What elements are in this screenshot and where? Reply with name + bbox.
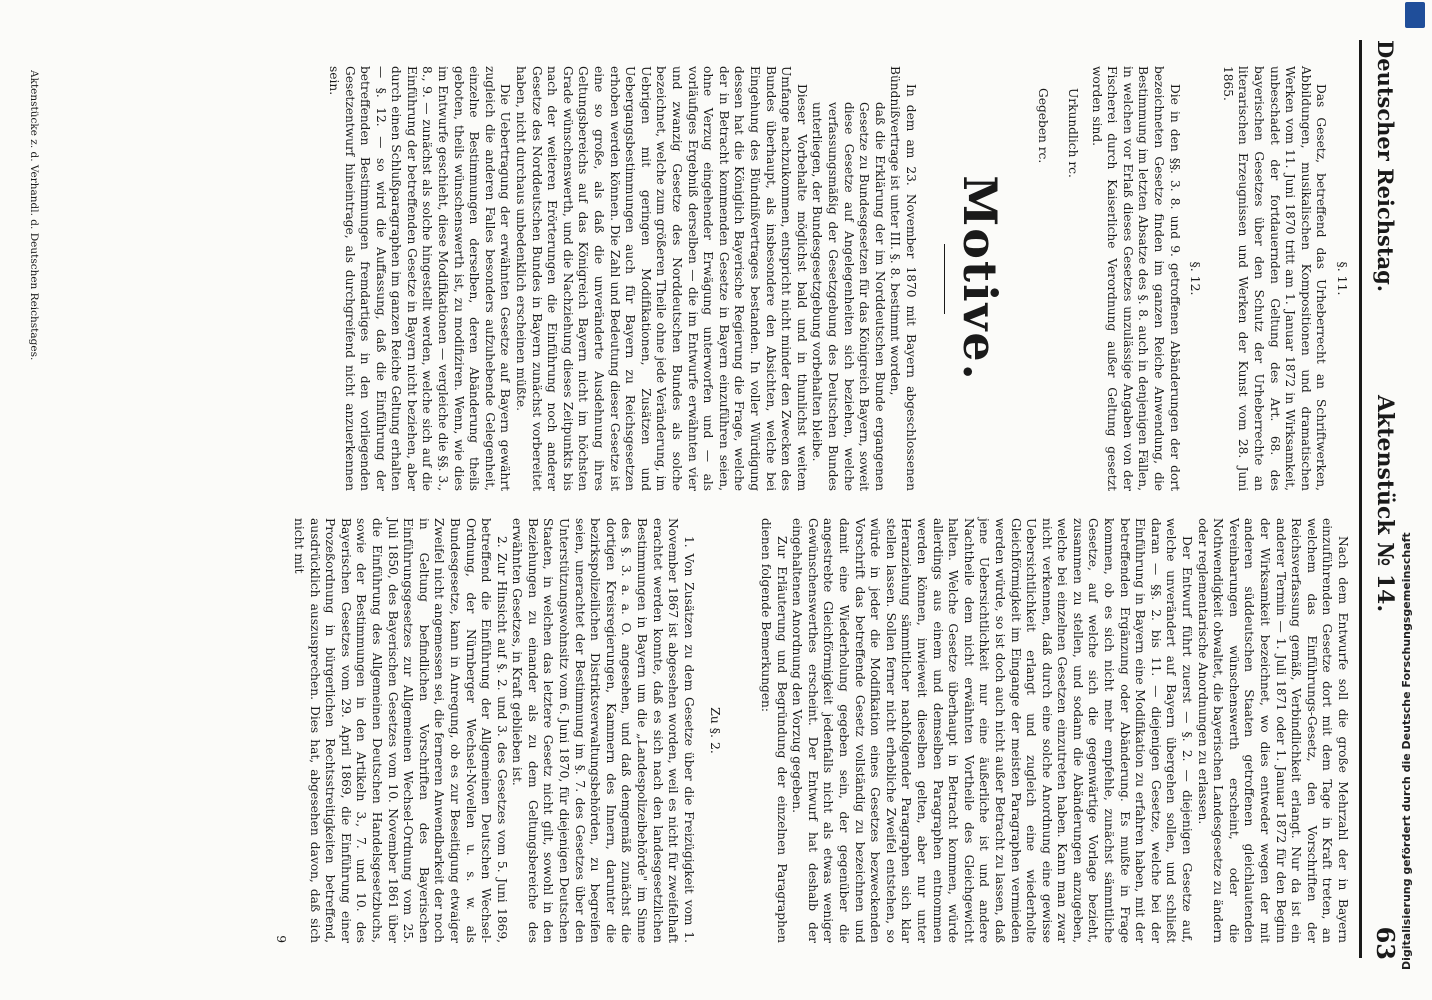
catchword: 9	[274, 935, 289, 943]
header-publication: Deutscher Reichstag.	[1373, 40, 1398, 293]
header-document-number: Aktenstück № 14.	[1372, 395, 1398, 613]
motive-paragraph-4: Die Uebertragung der erwähnten Gesetze auf Bayern gewährt zugleich die anderen Falles besonders aufzuhebende Gelegenheit, einzelne Bestimmungen derselben, deren Abänderung theils geboten, theils wünschenswerth ist, zu modifiziren. Wenn, wie dies im Entwurfe geschieht, diese Modifikationen — vergleiche die §§. 3., 8., 9. — zunächst als solche hingestellt werden, welche sich auf die Einführung der betreffenden Gesetze in Bayern nicht beziehen, aber durch einen Schlußparagraphen im ganzen Reiche Geltung erhalten — §. 12. — so wird die Auffassung, daß die Einführung der betreffenden Bestimmungen fremdartiges in den vorliegenden Gesetzentwurf hineintrage, als durchgreifend nicht anzuerkennen sein.	[326, 66, 513, 491]
left-column	[325, 66, 1350, 491]
right-paragraph-1: Nach dem Entwurfe soll die große Mehrzahl der in Bayern einzuführenden Gesetze dort mit dem Tage in Kraft treten, an welchem das Einführungs-Gesetz, den Vorschriften der Reichsverfassung gemäß, Verbindlichkeit erlangt. Nur da ist ein anderer Termin — 1. Juli 1871 oder 1. Januar 1872 für den Beginn der Wirksamkeit bezeichnet, wo dies entweder wegen der mit anderen süddeutschen Staaten getroffenen gleichlautenden Vereinbarungen wünschenswerth erscheint, oder die Nothwendigkeit obwaltet, die bayerischen Landesgesetze zu ändern oder reglementarische Anordnungen zu erlassen.	[1195, 518, 1350, 943]
motive-paragraph-3: Dieser Vorbehalte möglichst bald und in thunlichst weitem Umfange nachzukommen, entspricht nicht minder den Zwecken des Bundes überhaupt, als insbesondere den Absichten, welche bei Eingehung des Bündnißvertrages bestanden. In voller Würdigung dessen hat die Königlich Bayerische Regierung die Frage, welche der in Betracht kommenden Gesetze in Bayern einzuführen seien, ohne Verzug eingehender Erwägung unterworfen und — als vorläufiges Ergebniß derselben — die im Entwurfe erwähnten vier und zwanzig Gesetze des Norddeutschen Bundes als solche bezeichnet, welche zum größeren Theile ohne jede Veränderung, im Uebrigen mit geringen Modifikationen, Zusätzen und Uebergangsbestimmungen auch für Bayern zu Reichsgesetzen erhoben werden können. Die Zahl und Bedeutung dieser Gesetze ist eine so große, als daß die unveränderte Ausdehnung ihres Geltungsbereichs auf das Königreich Bayern nicht im höchsten Grade wünschenswerth, und die Nachziehung dieses Zeitpunkts bis nach der weiteren Erörterungen die Einführung noch anderer Gesetze des Norddeutschen Bundes in Bayern zunächst vorbereitet haben, nicht durchaus unbedenklich erscheinen müßte.	[514, 66, 809, 491]
page-footer: Aktenstücke z. d. Verhandl. d. Deutschen Reichstages.	[28, 70, 40, 361]
dfg-logo	[1405, 2, 1425, 28]
motive-paragraph-1: In dem am 23. November 1870 mit Bayern abgeschlossenen Bündnißvertrage ist unter III. §. 8. bestimmt worden,	[888, 66, 918, 491]
right-column	[273, 518, 1350, 943]
motive-rule	[944, 244, 945, 314]
digitization-note	[1400, 30, 1428, 970]
section-12-text: Die in den §§. 3. 8. und 9. getroffenen Abänderungen der dort bezeichneten Gesetze finden im ganzen Reiche Anwendung, die Bestimmung im letzten Absatze des §. 8. auch in denjenigen Fällen, in welchen vor Erlaß dieses Gesetzes unzulässige Angaben von der Fischerei durch Kaiserliche Verordnung außer Geltung gesetzt worden sind.	[1089, 66, 1182, 491]
section-2-item-2: 2. Zur Hinsicht auf §. 2. und 3. des Gesetzes vom 5. Juni 1869, betreffend die Einführung der Allgemeinen Deutschen Wechsel-Ordnung, der Nürnberger Wechsel-Novellen u. s. w. als Bundesgesetze, kann in Anregung, ob es zur Beseitigung etwaiger Zweifel nicht angemessen sei, die ferneren Anwendbarkeit der noch in Geltung befindlichen Vorschriften des Bayerischen Einführungsgesetzes zur Allgemeinen Wechsel-Ordnung vom 25. Juli 1850, des Bayerischen Gesetzes vom 10. November 1861 über die Einführung des Allgemeinen Deutschen Handelsgesetzbuchs, sowie der Bestimmungen in den Artikeln 3., 7. und 10. des Bayerischen Gesetzes vom 29. April 1869, die Einführung einer Prozeßordnung in bürgerlichen Rechtsstreitigkeiten betreffend, ausdrücklich auszusprechen. Dies hat, abgesehen davon, daß sich nicht mit	[292, 518, 509, 943]
right-paragraph-3: Zur Erläuterung und Begründung der einzelnen Paragraphen dienen folgende Bemerkungen:	[759, 518, 789, 943]
section-12-heading: §. 12.	[1188, 261, 1204, 296]
signature-line-1: Urkundlich rc.	[1066, 88, 1081, 178]
page-number: 63	[1371, 926, 1400, 960]
signature-line-2: Gegeben rc.	[1036, 88, 1051, 164]
section-11-heading: §. 11.	[1335, 261, 1350, 296]
header-rule	[1359, 40, 1362, 958]
motive-title: Motive.	[952, 175, 1007, 382]
motive-paragraph-2: daß die Erklärung der im Norddeutschen Bunde ergangenen Gesetze zu Bundesgesetzen für das Königreich Bayern, soweit diese Gesetze auf Angelegenheiten sich beziehen, welche verfassungsmäßig der Gesetzgebung des Deutschen Bundes unterliegen, der Bundesgesetzgebung vorbehalten bleibe.	[810, 102, 887, 491]
section-11-text: Das Gesetz, betreffend das Urheberrecht an Schriftwerken, Abbildungen, musikalischen Kompositionen und dramatischen Werken vom 11. Juni 1870 tritt am 1. Januar 1872 in Wirksamkeit, unbeschadet der fortdauernden Geltung des Art. 68. des bayerischen Gesetzes über den Schutz der Urheberrechte an literarischen Erzeugnissen und Werken der Kunst vom 28. Juni 1865.	[1220, 66, 1329, 491]
section-2-item-1: 1. Von Zusätzen zu dem Gesetze über die Freizügigkeit vom 1. November 1867 ist abgesehen worden, weil es nicht für zweifelhaft erachtet werden konnte, daß es sich nach den landesgesetzlichen Bestimmungen in Bayern um die „Landespolizeibehörde" im Sinne des §. 3. a. a. O. angesehen, und daß demgemäß zunächst die dortigen Kreisregierungen, Kammern des Innern, darunter die bezirkspolizeilichen Distriktsverwaltungsbehörden, zu begreifen seien, unerachtet der Bestimmung im §. 7. des Gesetzes über den Unterstützungswohnsitz vom 6. Juni 1870, für diejenigen Deutschen Staaten, in welchen das letztere Gesetz nicht gilt, sowohl in den Beziehungen zu einander als zu dem Geltungsbereiche des erwähnten Gesetzes, in Kraft geblieben ist.	[510, 518, 696, 943]
section-2-heading: Zu §. 2.	[708, 707, 724, 754]
digitization-note-text: Digitalisierung gefördert durch die Deutsche Forschungsgemeinschaft	[1400, 532, 1413, 970]
right-paragraph-2: Der Entwurf führt zuerst — §. 2. — diejenigen Gesetze auf, welche unverändert auf Bayern übergehen sollen, und schließt daran — §§. 2. bis 11. — diejenigen Gesetze, welche bei der Einführung in Bayern eine Modifikation zu erfahren haben, mit der betreffenden Ergänzung oder Abänderung. Es mußte in Frage kommen, ob es sich nicht mehr empfehle, zunächst sämmtliche Gesetze, auf welche sich die gegenwärtige Vorlage bezieht, zusammen zu stellen, und sodann die Abänderungen anzugeben, welche bei einzelnen Gesetzen einzutreten haben. Kann man zwar nicht verkennen, daß durch eine solche Anordnung eine gewisse Uebersichtlichkeit erlangt und zugleich eine wiederholte Gleichförmigkeit im Eingange der meisten Paragraphen vermieden werden würde, so ist doch auch nicht außer Betracht zu lassen, daß jene Uebersichtlichkeit nur eine äußerliche ist und andere Nachtheile dem nicht erwähnten Vortheile des Gleichgewicht halten. Welche Gesetze überhaupt in Betracht kommen, würde allerdings aus einem und demselben Paragraphen entnommen werden können, inwieweit dieselben gelten, aber nur unter Heranziehung sämmtlicher nachfolgender Paragraphen sich klar stellen lassen. Sollen ferner nicht erhebliche Zweifel entstehen, so würde in jeder die Modifikation eines Gesetzes bezweckenden Vorschrift das betreffende Gesetz vollständig zu bezeichnen und damit eine Wiederholung gegeben sein, der gegenüber die angestrebte Gleichförmigkeit jedenfalls nicht als etwas weniger Gewünschenswerthes erscheint. Der Entwurf hat deshalb der eingehaltenen Anordnung den Vorzug gegeben.	[790, 518, 1195, 943]
